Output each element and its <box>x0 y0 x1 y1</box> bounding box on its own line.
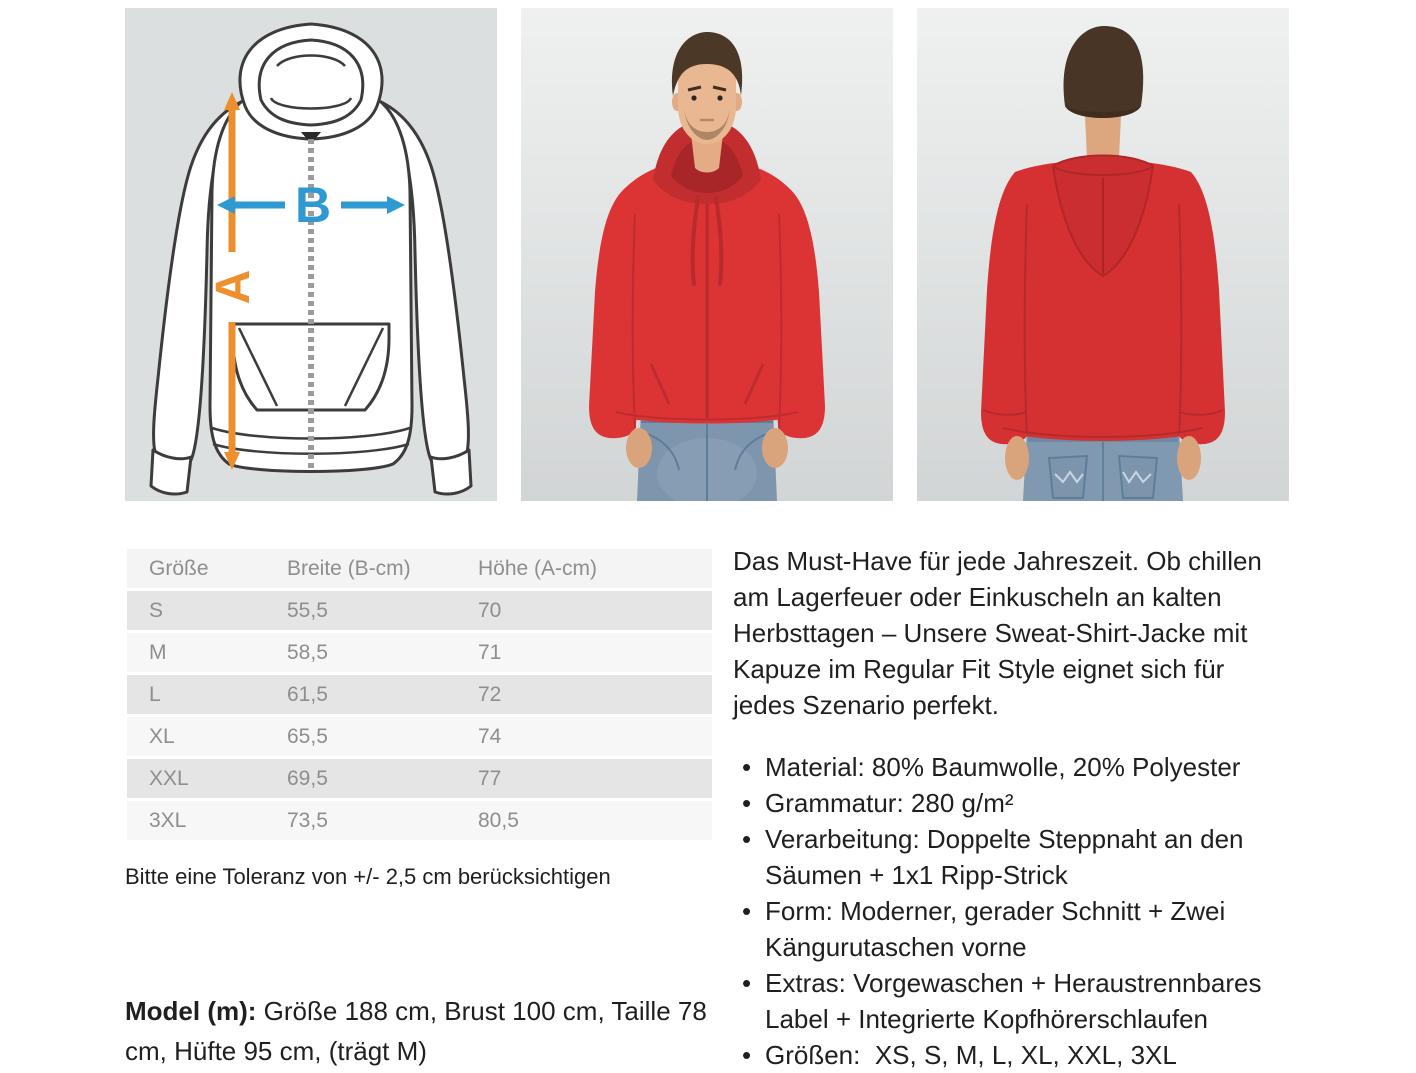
cell-hoehe: 77 <box>456 759 712 801</box>
description-intro: Das Must-Have für jede Jahreszeit. Ob chillen am Lagerfeuer oder Einkuscheln an kalten Herbsttagen – Unsere Sweat-Shirt-Jacke mit Kapuze im Regular Fit Style eignet sich für jedes Szenario perfekt. <box>733 546 1262 720</box>
cell-hoehe: 80,5 <box>456 801 712 843</box>
cell-breite: 58,5 <box>265 633 456 675</box>
cell-breite: 69,5 <box>265 759 456 801</box>
model-info <box>125 991 710 1071</box>
feature-item-extras: • Extras: Vorgewaschen + Heraustrennbares Label + Integrierte Kopfhörerschlaufen <box>733 965 1268 1037</box>
model-photo-front <box>521 8 893 501</box>
cell-breite: 73,5 <box>265 801 456 843</box>
feature-item-groessen: • Größen: XS, S, M, L, XL, XXL, 3XL <box>733 1037 1268 1073</box>
left-hand <box>1005 436 1029 480</box>
left-hand <box>626 428 652 468</box>
header-groesse: Größe <box>127 549 265 591</box>
cell-size: XL <box>127 717 265 759</box>
model-photo-back <box>917 8 1289 501</box>
feature-list <box>733 749 1268 1073</box>
table-row <box>127 717 712 759</box>
cell-size: L <box>127 675 265 717</box>
right-hand <box>1177 436 1201 480</box>
model-back-illustration <box>917 8 1289 501</box>
table-row <box>127 591 712 633</box>
left-eye <box>691 95 696 100</box>
cell-size: S <box>127 591 265 633</box>
cell-size: XXL <box>127 759 265 801</box>
size-diagram-drawing <box>125 8 497 501</box>
feature-item-material: • Material: 80% Baumwolle, 20% Polyester <box>733 749 1268 785</box>
table-row <box>127 675 712 717</box>
table-row <box>127 801 712 843</box>
feature-item-verarbeitung: • Verarbeitung: Doppelte Steppnaht an den Säumen + 1x1 Ripp-Strick <box>733 821 1268 893</box>
table-row <box>127 633 712 675</box>
product-description <box>733 543 1268 1073</box>
size-table <box>127 549 712 843</box>
cell-breite: 61,5 <box>265 675 456 717</box>
cell-breite: 65,5 <box>265 717 456 759</box>
tolerance-note: Bitte eine Toleranz von +/- 2,5 cm berücksichtigen <box>125 864 611 889</box>
cell-hoehe: 70 <box>456 591 712 633</box>
cell-hoehe: 74 <box>456 717 712 759</box>
model-info-label: Model (m): <box>125 996 257 1026</box>
model-front-illustration <box>521 8 893 501</box>
model-info-text: Größe 188 cm, Brust 100 cm, Taille 78 cm, Hüfte 95 cm, (trägt M) <box>125 996 707 1066</box>
cell-hoehe: 72 <box>456 675 712 717</box>
label-a: A <box>207 269 260 305</box>
table-row <box>127 759 712 801</box>
size-diagram <box>125 8 497 501</box>
header-breite: Breite (B-cm) <box>265 549 456 591</box>
feature-item-grammatur: • Grammatur: 280 g/m² <box>733 785 1268 821</box>
cell-size: 3XL <box>127 801 265 843</box>
right-eye <box>717 95 722 100</box>
neck <box>1085 116 1121 158</box>
cell-hoehe: 71 <box>456 633 712 675</box>
header-hoehe: Höhe (A-cm) <box>456 549 712 591</box>
jeans <box>637 410 777 501</box>
feature-item-form: • Form: Moderner, gerader Schnitt + Zwei Kängurutaschen vorne <box>733 893 1268 965</box>
hood-opening <box>259 40 362 125</box>
cell-size: M <box>127 633 265 675</box>
label-b: B <box>294 177 332 233</box>
right-hand <box>762 428 788 468</box>
cell-breite: 55,5 <box>265 591 456 633</box>
table-header-row <box>127 549 712 591</box>
